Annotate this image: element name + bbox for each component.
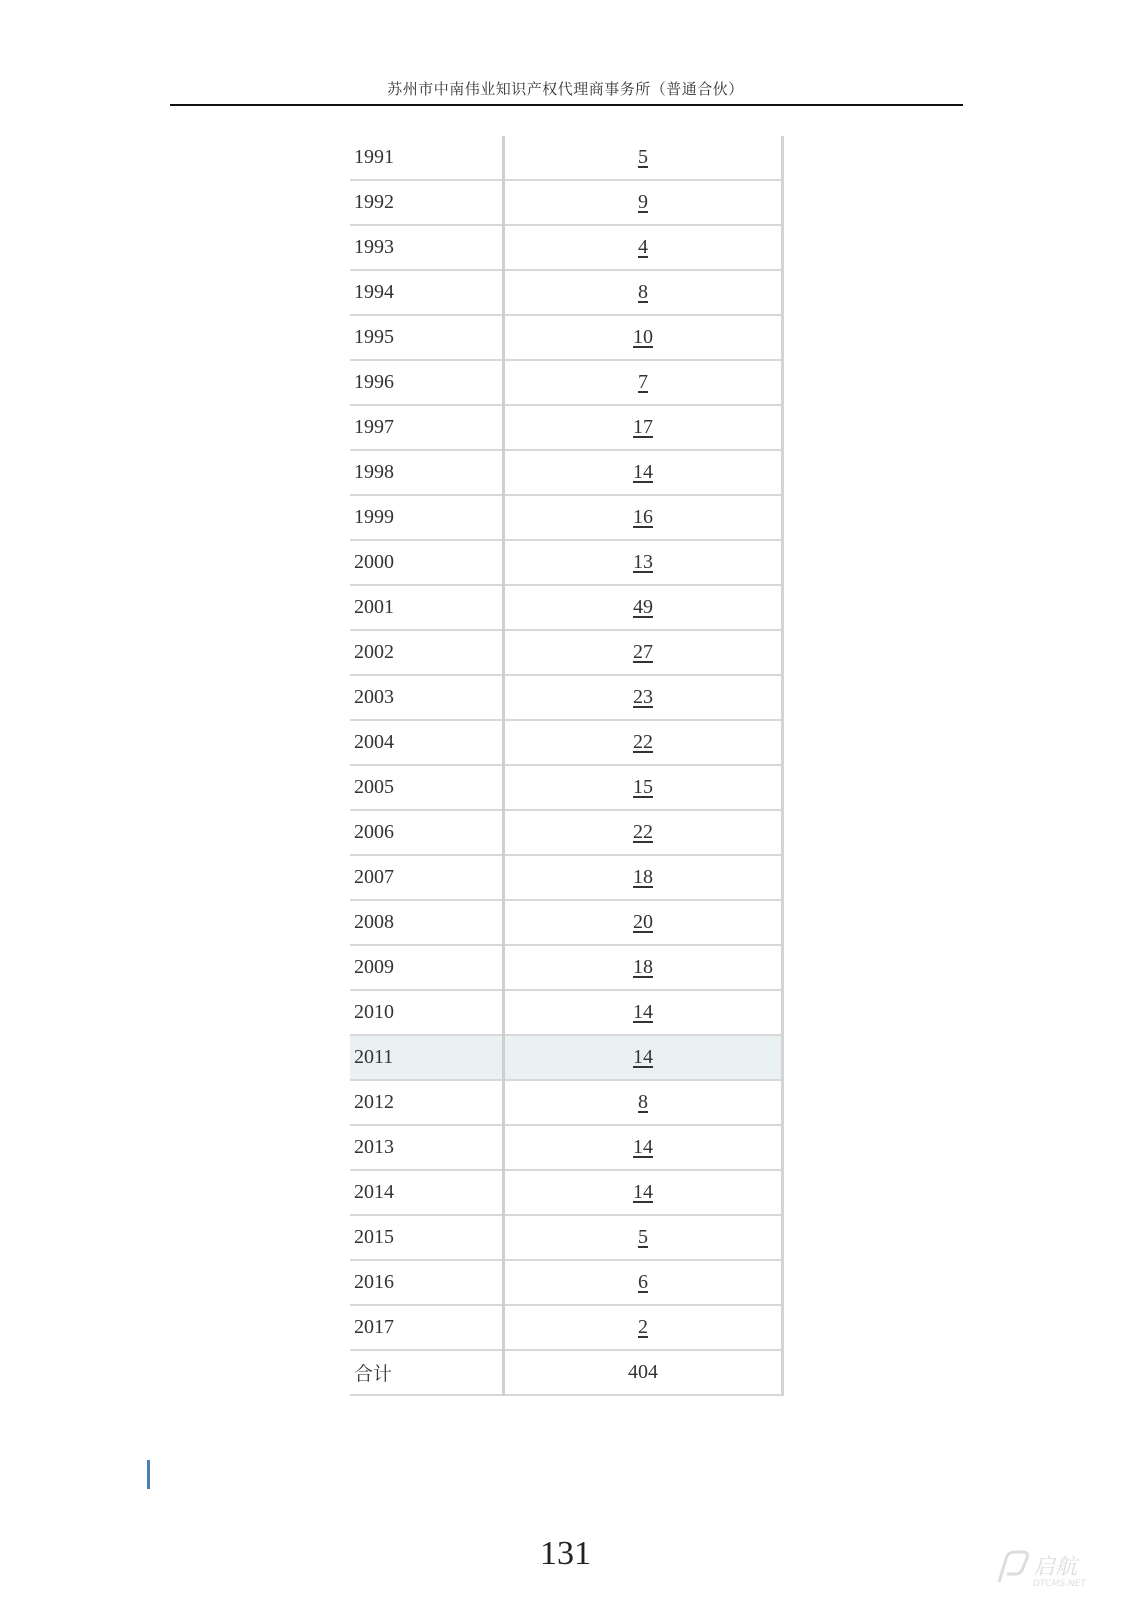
year-cell: 1997 <box>350 405 504 450</box>
count-link[interactable]: 14 <box>633 1181 653 1203</box>
year-cell: 2011 <box>350 1035 504 1080</box>
table-row <box>350 630 783 675</box>
table-row <box>350 540 783 585</box>
year-cell: 1991 <box>350 136 504 180</box>
year-cell: 2005 <box>350 765 504 810</box>
count-link[interactable]: 8 <box>638 1091 648 1113</box>
year-cell: 1999 <box>350 495 504 540</box>
count-link[interactable]: 14 <box>633 1136 653 1158</box>
count-cell <box>504 1170 783 1215</box>
count-cell <box>504 540 783 585</box>
count-cell <box>504 136 783 180</box>
count-cell <box>504 495 783 540</box>
count-cell <box>504 450 783 495</box>
count-link[interactable]: 8 <box>638 281 648 303</box>
count-cell <box>504 1080 783 1125</box>
count-link[interactable]: 9 <box>638 191 648 213</box>
table-row <box>350 1125 783 1170</box>
year-cell: 2006 <box>350 810 504 855</box>
count-cell <box>504 270 783 315</box>
watermark-text: 启航 <box>1033 1555 1078 1580</box>
table-row <box>350 270 783 315</box>
count-cell <box>504 585 783 630</box>
count-cell <box>504 1305 783 1350</box>
year-cell: 2000 <box>350 540 504 585</box>
table-row <box>350 720 783 765</box>
yearly-count-table <box>350 136 784 1396</box>
total-label: 合计 <box>350 1350 504 1395</box>
count-link[interactable]: 18 <box>633 866 653 888</box>
year-cell: 1995 <box>350 315 504 360</box>
count-link[interactable]: 27 <box>633 641 653 663</box>
count-link[interactable]: 17 <box>633 416 653 438</box>
table-row <box>350 585 783 630</box>
count-cell <box>504 405 783 450</box>
year-cell: 2013 <box>350 1125 504 1170</box>
year-cell: 1996 <box>350 360 504 405</box>
count-cell <box>504 1035 783 1080</box>
page-number: 131 <box>540 1535 591 1572</box>
count-link[interactable]: 20 <box>633 911 653 933</box>
count-link[interactable]: 5 <box>638 1226 648 1248</box>
table-row <box>350 900 783 945</box>
table-row <box>350 450 783 495</box>
table-row <box>350 765 783 810</box>
count-link[interactable]: 7 <box>638 371 648 393</box>
header-divider <box>170 104 963 106</box>
count-link[interactable]: 2 <box>638 1316 648 1338</box>
year-cell: 2010 <box>350 990 504 1035</box>
count-link[interactable]: 13 <box>633 551 653 573</box>
table-row <box>350 315 783 360</box>
count-link[interactable]: 14 <box>633 1046 653 1068</box>
year-cell: 2007 <box>350 855 504 900</box>
table-row <box>350 180 783 225</box>
year-cell: 2004 <box>350 720 504 765</box>
table-row <box>350 136 783 180</box>
year-cell: 1994 <box>350 270 504 315</box>
count-cell <box>504 675 783 720</box>
count-link[interactable]: 14 <box>633 1001 653 1023</box>
table-row <box>350 1305 783 1350</box>
year-cell: 1992 <box>350 180 504 225</box>
year-cell: 2014 <box>350 1170 504 1215</box>
year-cell: 2017 <box>350 1305 504 1350</box>
table-row <box>350 225 783 270</box>
count-link[interactable]: 15 <box>633 776 653 798</box>
count-cell <box>504 720 783 765</box>
count-link[interactable]: 6 <box>638 1271 648 1293</box>
watermark-subtext: DTCMS.NET <box>1033 1579 1086 1589</box>
table-row <box>350 1080 783 1125</box>
year-cell: 2003 <box>350 675 504 720</box>
count-cell <box>504 225 783 270</box>
table-row <box>350 360 783 405</box>
count-cell <box>504 1125 783 1170</box>
count-cell <box>504 180 783 225</box>
year-cell: 1998 <box>350 450 504 495</box>
year-cell: 2016 <box>350 1260 504 1305</box>
table-row <box>350 1170 783 1215</box>
year-cell: 2015 <box>350 1215 504 1260</box>
year-cell: 2008 <box>350 900 504 945</box>
table-row <box>350 990 783 1035</box>
count-link[interactable]: 14 <box>633 461 653 483</box>
count-cell <box>504 810 783 855</box>
page-header-title: 苏州市中南伟业知识产权代理商事务所（普通合伙） <box>387 80 744 98</box>
year-cell: 2012 <box>350 1080 504 1125</box>
count-cell <box>504 765 783 810</box>
brand-logo-icon <box>993 1546 1113 1590</box>
table-row <box>350 1260 783 1305</box>
count-cell <box>504 360 783 405</box>
count-link[interactable]: 22 <box>633 731 653 753</box>
year-cell: 2002 <box>350 630 504 675</box>
count-link[interactable]: 4 <box>638 236 648 258</box>
count-cell <box>504 990 783 1035</box>
count-link[interactable]: 49 <box>633 596 653 618</box>
year-cell: 1993 <box>350 225 504 270</box>
count-cell <box>504 855 783 900</box>
total-row <box>350 1350 783 1395</box>
year-cell: 2009 <box>350 945 504 990</box>
table-row <box>350 855 783 900</box>
table-row <box>350 810 783 855</box>
count-link[interactable]: 16 <box>633 506 653 528</box>
count-cell <box>504 945 783 990</box>
count-link[interactable]: 23 <box>633 686 653 708</box>
count-cell <box>504 900 783 945</box>
text-cursor-marker <box>147 1460 150 1489</box>
count-link[interactable]: 10 <box>633 326 653 348</box>
count-cell <box>504 1260 783 1305</box>
count-cell <box>504 315 783 360</box>
table-row <box>350 945 783 990</box>
count-link[interactable]: 5 <box>638 146 648 168</box>
year-cell: 2001 <box>350 585 504 630</box>
count-cell <box>504 1215 783 1260</box>
watermark-logo <box>993 1546 1113 1590</box>
count-cell <box>504 630 783 675</box>
table-row <box>350 405 783 450</box>
count-link[interactable]: 18 <box>633 956 653 978</box>
table-row <box>350 1215 783 1260</box>
yearly-count-table-container <box>350 136 784 1396</box>
table-row <box>350 495 783 540</box>
table-row <box>350 675 783 720</box>
table-row <box>350 1035 783 1080</box>
total-count: 404 <box>504 1350 783 1395</box>
count-link[interactable]: 22 <box>633 821 653 843</box>
